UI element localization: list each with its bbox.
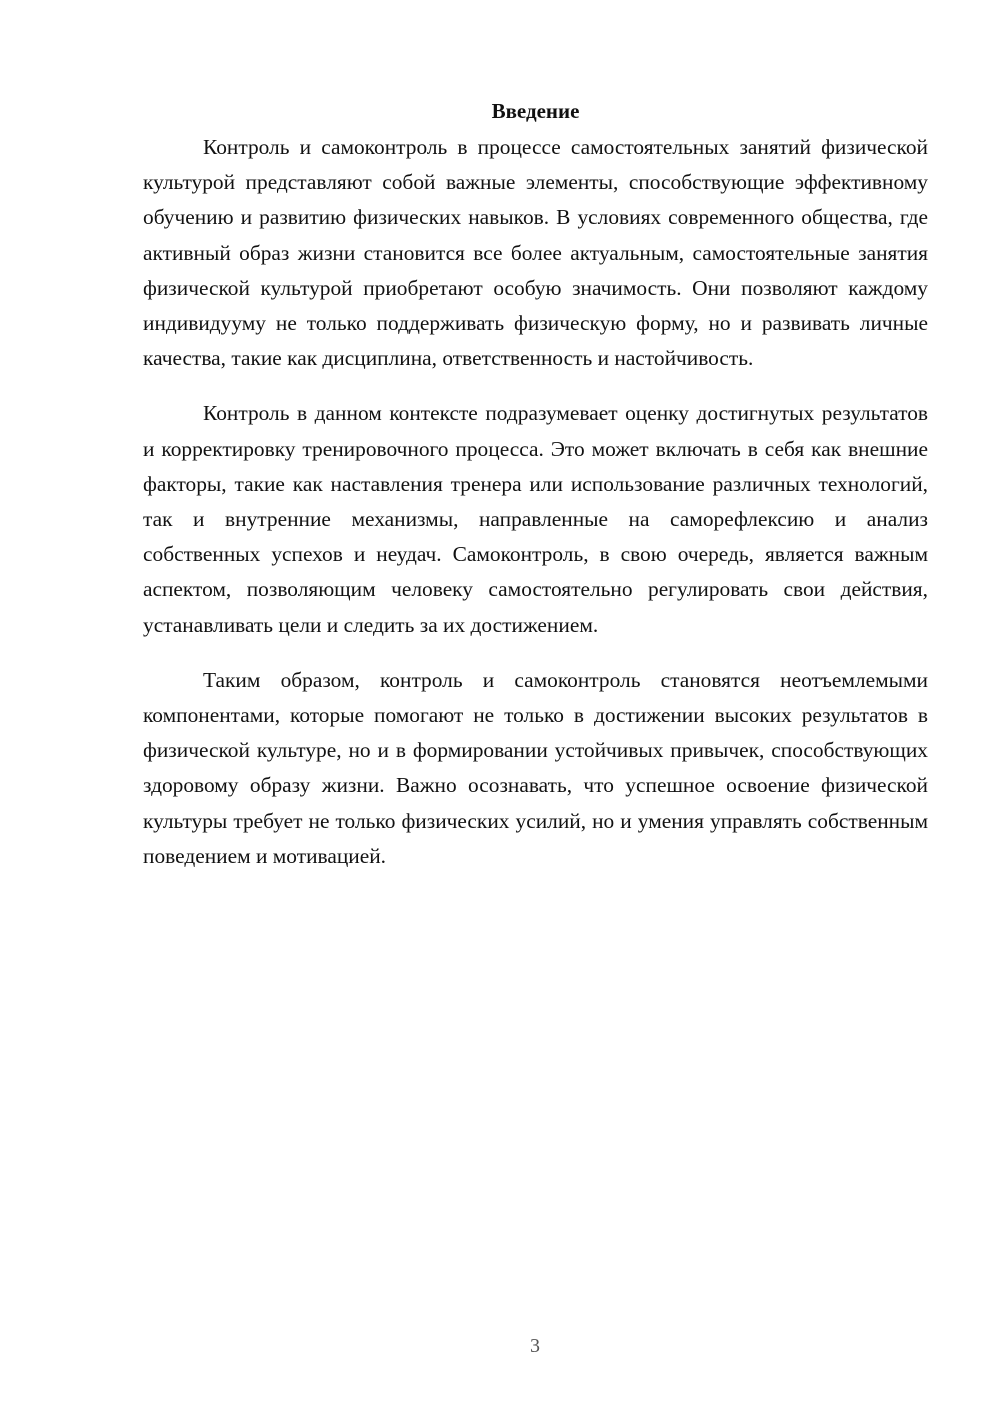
page-number: 3	[530, 1335, 540, 1357]
section-heading: Введение	[491, 99, 580, 123]
paragraph-2: Контроль в данном контексте подразумевает оценку достигнутых результатов и корректировку тренировочного процесса. Это может включать в себя как внешние факторы, такие как наставления тренера или использование различных технологий, так и внутренние механизмы, направленные на саморефлексию и анализ собственных успехов и неудач. Самоконтроль, в свою очередь, является важным аспектом, позволяющим человеку самостоятельно регулировать свои действия, устанавливать цели и следить за их достижением.	[143, 401, 928, 637]
page-content	[143, 96, 928, 874]
paragraph-1: Контроль и самоконтроль в процессе самостоятельных занятий физической культурой представляют собой важные элементы, способствующие эффективному обучению и развитию физических навыков. В условиях современного общества, где активный образ жизни становится все более актуальным, самостоятельные занятия физической культурой приобретают особую значимость. Они позволяют каждому индивидууму не только поддерживать физическую форму, но и развивать личные качества, такие как дисциплина, ответственность и настойчивость.	[143, 135, 928, 371]
paragraph-3: Таким образом, контроль и самоконтроль становятся неотъемлемыми компонентами, которые помогают не только в достижении высоких результатов в физической культуре, но и в формировании устойчивых привычек, способствующих здоровому образу жизни. Важно осознавать, что успешное освоение физической культуры требует не только физических усилий, но и умения управлять собственным поведением и мотивацией.	[143, 667, 928, 868]
